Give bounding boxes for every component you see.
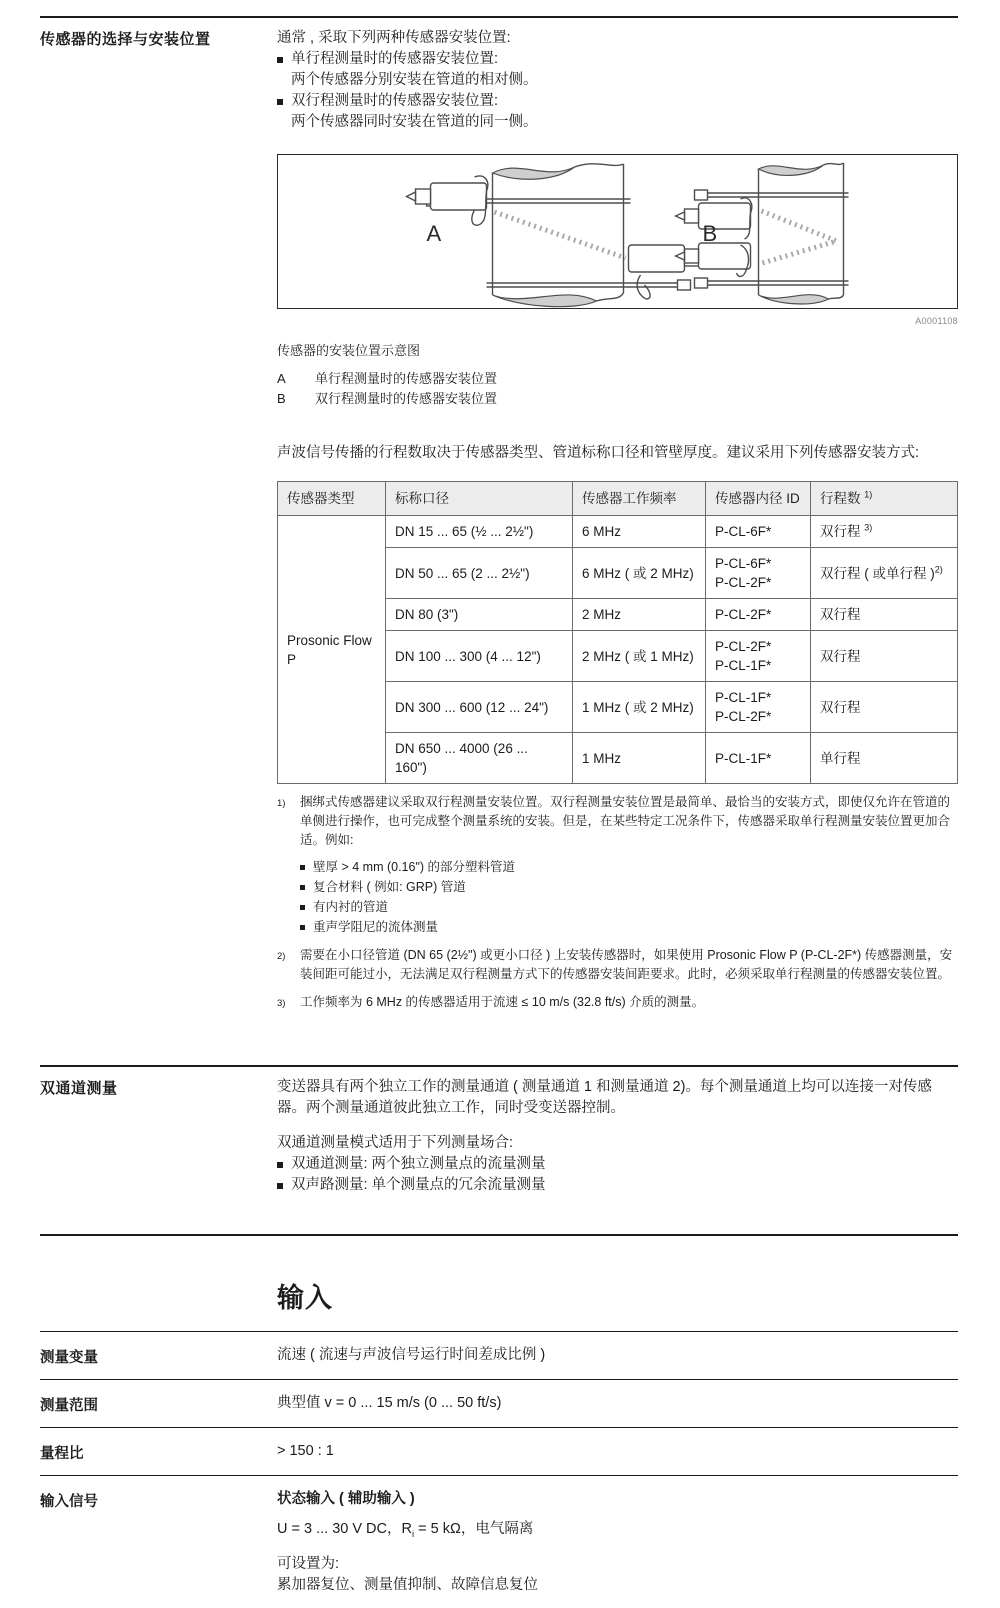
electrical-spec-line: U = 3 ... 30 V DC，$R_i = 5$ kΩ，电气隔离 xyxy=(277,1521,534,1540)
sensor-type-cell: Prosonic Flow P xyxy=(278,516,386,784)
footnote-2: 2) 需要在小口径管道 (DN 65 (2½") 或更小口径 ) 上安装传感器时，如果使用 Prosonic Flow P (P-CL-2F*) 传感器测量，安装间距可能过小，无法满足双行程测量方式下的传感器安装间距要求。此时，必须采取单行程测量的传感器安装位置。 xyxy=(277,948,953,981)
traverse-paragraph: 声波信号传播的行程数取决于传感器类型、管道标称口径和管壁厚度。建议采用下列传感器安装方式: xyxy=(277,445,920,461)
sensor-b-lower-icon xyxy=(676,243,751,276)
dual-channel-list: 双通道测量: 两个独立测量点的流量测量 双声路测量: 单个测量点的冗余流量测量 xyxy=(277,1154,958,1196)
table-row: DN 300 ... 600 (12 ... 24") 1 MHz ( 或 2 MHz) P-CL-1F* P-CL-2F* 双行程 xyxy=(278,682,958,733)
table-row: DN 80 (3") 2 MHz P-CL-2F* 双行程 xyxy=(278,599,958,631)
status-input-subheading: 状态输入 ( 辅助输入 ) xyxy=(277,1491,415,1507)
col-header-traverse: 行程数 $^{1)}$ xyxy=(811,482,958,516)
figure-legend xyxy=(277,369,958,409)
ultrasonic-beam-a xyxy=(495,212,626,258)
bullet-square-icon xyxy=(277,99,283,105)
bullet-square-icon xyxy=(277,57,283,63)
drawing-b-strap-top xyxy=(695,190,849,200)
bullet-square-icon xyxy=(277,1162,283,1168)
sensor-mounting-figure xyxy=(277,154,958,309)
figure-label-b: B xyxy=(702,221,718,246)
figure-id-code: A0001108 xyxy=(915,316,958,326)
list-item: 单行程测量时的传感器安装位置: 两个传感器分别安装在管道的相对侧。 xyxy=(277,49,958,91)
sensor-mounting-drawing xyxy=(278,155,957,308)
dual-channel-para2: 双通道测量模式适用于下列测量场合: xyxy=(277,1135,514,1151)
col-header-sensor-type: 传感器类型 xyxy=(278,482,386,516)
list-item: 双行程测量时的传感器安装位置: 两个传感器同时安装在管道的同一侧。 xyxy=(277,91,958,133)
chapter-title-input: 输入 xyxy=(277,1283,333,1313)
drawing-b-pipe xyxy=(759,163,844,304)
col-header-sensor-id: 传感器内径 ID xyxy=(706,482,811,516)
section-heading-dual-channel: 双通道测量 xyxy=(40,1080,118,1097)
figure-caption: 传感器的安装位置示意图 xyxy=(277,343,421,358)
bullet-square-icon xyxy=(300,905,305,910)
dual-channel-para1: 变送器具有两个独立工作的测量通道 ( 测量通道 1 和测量通道 2)。每个测量通道上均可以连接一对传感器。两个测量通道彼此独立工作，同时受变送器控制。 xyxy=(277,1079,932,1116)
table-row: DN 50 ... 65 (2 ... 2½") 6 MHz ( 或 2 MHz) P-CL-6F* P-CL-2F* 双行程 ( 或单行程 )$^{2)}$ xyxy=(278,548,958,599)
spec-row-turndown: 量程比 > 150 : 1 xyxy=(40,1443,334,1462)
sensor-a-upper-icon xyxy=(407,176,488,225)
drawing-b-strap-bottom xyxy=(695,278,849,288)
bullet-square-icon xyxy=(300,925,305,930)
spec-row-measuring-range: 测量范围 典型值 v = 0 ... 15 m/s (0 ... 50 ft/s) xyxy=(40,1395,502,1414)
bullet-square-icon xyxy=(300,885,305,890)
drawing-a-strap-bottom xyxy=(487,280,691,290)
mounting-position-list xyxy=(277,49,958,133)
sensor-installation-table xyxy=(277,481,958,784)
bullet-square-icon xyxy=(277,1183,283,1189)
table-row: Prosonic Flow P DN 15 ... 65 (½ ... 2½") 6 MHz P-CL-6F* 双行程 $^{3)}$ xyxy=(278,516,958,548)
configurable-title: 可设置为: xyxy=(277,1555,340,1572)
table-header-row xyxy=(278,482,958,516)
legend-row: B 双行程测量时的传感器安装位置 xyxy=(277,391,498,406)
table-footnotes xyxy=(277,793,958,1013)
spec-row-measured-variable: 测量变量 流速 ( 流速与声波信号运行时间差成比例 ) xyxy=(40,1347,546,1366)
ultrasonic-beam-b xyxy=(762,211,837,263)
col-header-nominal-diameter: 标称口径 xyxy=(386,482,573,516)
configurable-options: 累加器复位、测量值抑制、故障信息复位 xyxy=(277,1576,538,1593)
section-dual-channel xyxy=(40,1067,958,1196)
bullet-square-icon xyxy=(300,865,305,870)
figure-label-a: A xyxy=(426,221,442,246)
intro-line: 通常 , 采取下列两种传感器安装位置: xyxy=(277,30,511,46)
table-row: DN 650 ... 4000 (26 ... 160") 1 MHz P-CL-1F* 单行程 xyxy=(278,733,958,784)
legend-row: A 单行程测量时的传感器安装位置 xyxy=(277,371,498,386)
section-sensor-selection xyxy=(40,18,958,1013)
footnote-1-list: 壁厚 > 4 mm (0.16") 的部分塑料管道 复合材料 ( 例如: GRP) 管道 有内衬的管道 重声学阻尼的流体测量 xyxy=(300,858,958,937)
section-heading-sensor-selection: 传感器的选择与安装位置 xyxy=(40,31,211,48)
footnote-1: 1) 捆绑式传感器建议采取双行程测量安装位置。双行程测量安装位置是最简单、最恰当的安装方式，即使仅允许在管道的单侧进行操作，也可完成整个测量系统的安装。但是，在某些特定工况条件下，传感器采取单行程测量安装位置更加合适。例如: 壁厚 > 4 mm (0.16") 的部分塑料管道 复合材料 ( 例如: GRP) 管道 有内衬的管道 重声学阻尼的流体测量 xyxy=(277,793,958,937)
spec-row-input-signal: 输入信号 状态输入 ( 辅助输入 ) U = 3 ... 30 V DC，$R_i = 5$ kΩ，电气隔离 可设置为: 累加器复位、测量值抑制、故障信息复位 xyxy=(40,1476,958,1608)
table-row: DN 100 ... 300 (4 ... 12") 2 MHz ( 或 1 MHz) P-CL-2F* P-CL-1F* 双行程 xyxy=(278,631,958,682)
footnote-3: 3) 工作频率为 6 MHz 的传感器适用于流速 ≤ 10 m/s (32.8 ft/s) 介质的测量。 xyxy=(277,995,705,1009)
col-header-frequency: 传感器工作频率 xyxy=(573,482,706,516)
chapter-divider xyxy=(40,1234,958,1236)
